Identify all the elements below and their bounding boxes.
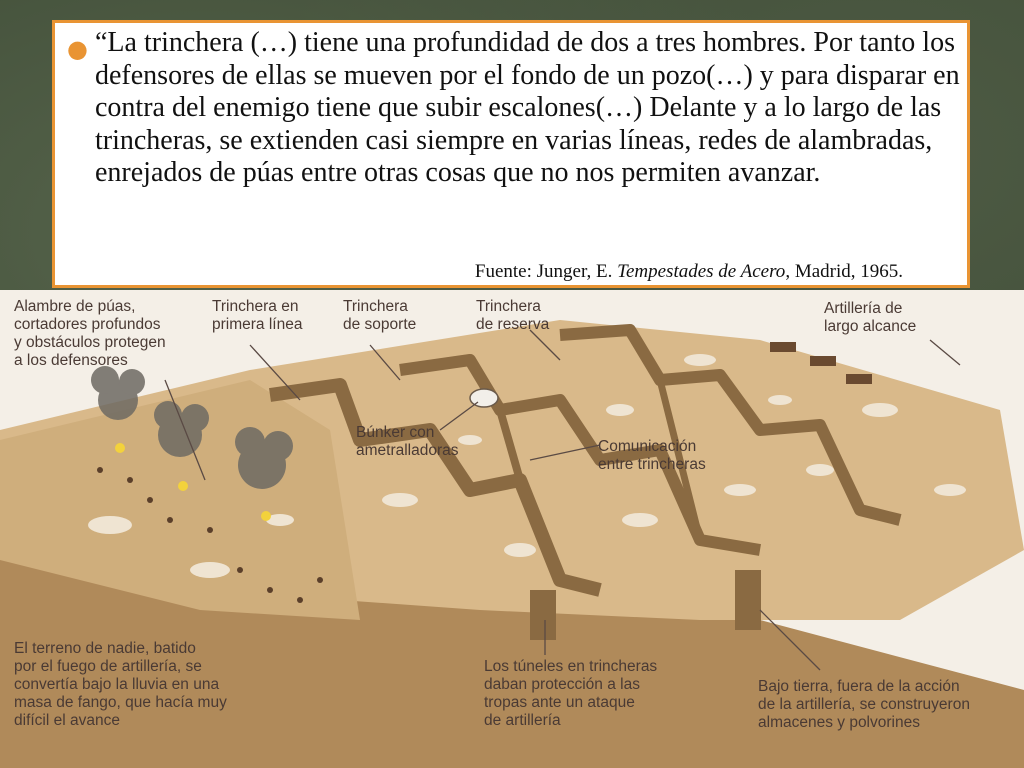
label-tuneles-trincheras: Los túneles en trincheras daban protección a las tropas ante un ataque de artillería	[484, 658, 658, 729]
label-alambre: Alambre de púas, cortadores profundos y obstáculos protegen a los defensores	[14, 298, 166, 369]
label-bunker-ametralladoras: Búnker con ametralladoras	[356, 424, 459, 459]
source-suffix: , Madrid, 1965.	[785, 261, 903, 282]
label-trinchera-soporte: Trinchera de soporte	[343, 298, 417, 333]
quote-source	[475, 261, 903, 283]
source-title: Tempestades de Acero	[617, 261, 786, 282]
quote-text: “La trinchera (…) tiene una profundidad de dos a tres hombres. Por tanto los defensores de ellas se mueven por el fondo de un pozo(…) y para disparar en contra del enemigo tiene que subir escalones(…) Delante y a lo largo de las trincheras, se extienden casi siempre en varias líneas, redes de alambradas, enrejados de púas entre otras cosas que no nos permiten avanzar.	[95, 27, 960, 188]
source-prefix: Fuente: Junger, E.	[474, 261, 618, 282]
label-terreno-nadie: El terreno de nadie, batido por el fuego de artillería, se convertía bajo la lluvia en una masa de fango, que hacía muy difícil el avance	[14, 640, 227, 729]
label-bajo-tierra: Bajo tierra, fuera de la acción de la artillería, se construyeron almacenes y polvorines	[758, 678, 970, 731]
trench-diagram	[0, 290, 1024, 768]
label-trinchera-primera-linea: Trinchera en primera línea	[212, 298, 303, 333]
label-comunicacion-trincheras: Comunicación entre trincheras	[598, 438, 706, 473]
quote-card	[52, 20, 970, 288]
label-trinchera-reserva: Trinchera de reserva	[476, 298, 550, 333]
bullet-icon: ●	[67, 35, 88, 63]
label-artilleria-largo-alcance: Artillería de largo alcance	[824, 300, 917, 335]
